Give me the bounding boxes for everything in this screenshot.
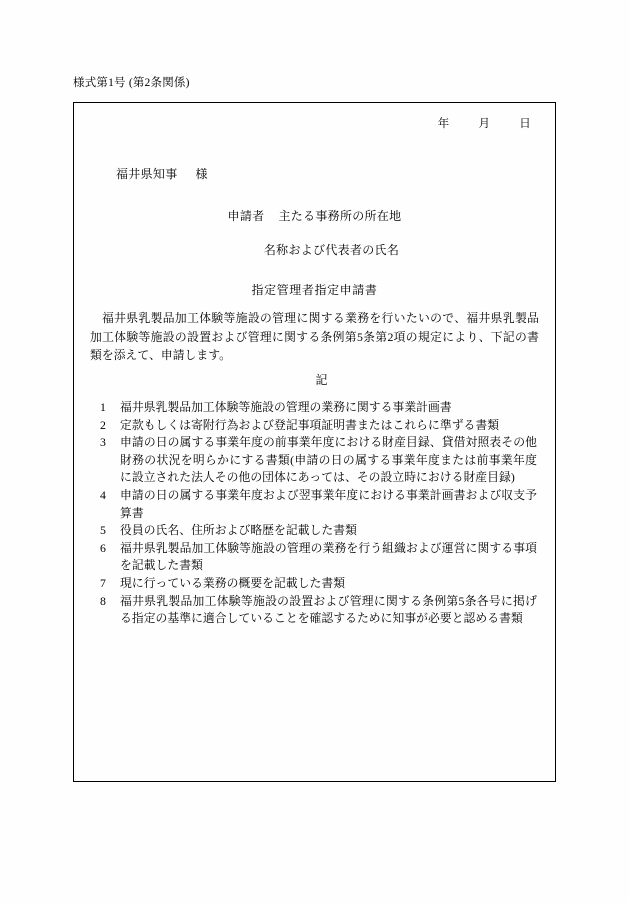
form-code-label: 様式第1号 (第2条関係) — [73, 77, 190, 89]
list-item — [98, 434, 537, 487]
list-item-number: 6 — [100, 540, 106, 555]
list-item-text: 現に行っている業務の概要を記載した書類 — [120, 575, 346, 590]
date-line — [438, 115, 531, 131]
list-item-text: 福井県乳製品加工体験等施設の管理の業務に関する事業計画書 — [120, 400, 452, 414]
addressee-name: 福井県知事 — [116, 167, 178, 181]
list-item-text: 定款もしくは寄附行為および登記事項証明書またはこれらに準ずる書類 — [120, 417, 500, 432]
list-item-text: 申請の日の属する事業年度および翌事業年度における事業計画書および収支予算書 — [120, 487, 537, 520]
addressee — [116, 165, 208, 182]
ki-mark: 記 — [315, 373, 328, 387]
list-item-number: 1 — [100, 400, 106, 414]
document-inner — [74, 103, 555, 781]
list-item-number: 3 — [100, 435, 106, 450]
document-frame — [73, 102, 556, 782]
applicant-address-label: 主たる事務所の所在地 — [278, 209, 402, 223]
applicant-name-row — [74, 241, 555, 258]
list-item — [98, 593, 537, 628]
list-item-text: 福井県乳製品加工体験等施設の設置および管理に関する条例第5条各号に掲げる指定の基準に適合していることを確認するために知事が必要と認める書類 — [120, 593, 537, 626]
list-item-number: 8 — [100, 593, 106, 608]
list-item — [98, 522, 537, 540]
list-item-text: 福井県乳製品加工体験等施設の管理の業務を行う組織および運営に関する事項を記載した書類 — [120, 540, 537, 573]
date-month-label: 月 — [478, 118, 491, 130]
list-item-number: 7 — [100, 575, 106, 590]
list-item — [98, 417, 537, 435]
document-body-paragraph: 福井県乳製品加工体験等施設の管理に関する業務を行いたいので、福井県乳製品加工体験等施設の設置および管理に関する条例第5条第2項の規定により、下記の書類を添えて、申請します。 — [90, 311, 539, 363]
list-item-text: 申請の日の属する事業年度の前事業年度における財産目録、貸借対照表その他財務の状況を明らかにする書類(申請の日の属する事業年度または前事業年度に設立された法人その他の団体にあっては、その設立時における財産目録) — [120, 435, 537, 485]
list-item — [98, 487, 537, 522]
addressee-honorific: 様 — [195, 167, 208, 181]
date-year-label: 年 — [437, 118, 450, 130]
applicant-label: 申請者 — [227, 209, 265, 223]
applicant-address-row — [74, 207, 555, 224]
list-item — [98, 540, 537, 575]
date-day-label: 日 — [519, 118, 531, 130]
list-item-number: 4 — [100, 487, 106, 502]
list-item-text: 役員の氏名、住所および略歴を記載した書類 — [120, 523, 357, 538]
list-item — [98, 399, 537, 417]
applicant-name-label: 名称および代表者の氏名 — [263, 243, 400, 257]
list-item — [98, 575, 537, 593]
list-item-number: 2 — [100, 417, 106, 432]
attachment-list — [98, 399, 537, 628]
list-item-number: 5 — [100, 523, 106, 538]
document-title: 指定管理者指定申請書 — [251, 283, 378, 297]
